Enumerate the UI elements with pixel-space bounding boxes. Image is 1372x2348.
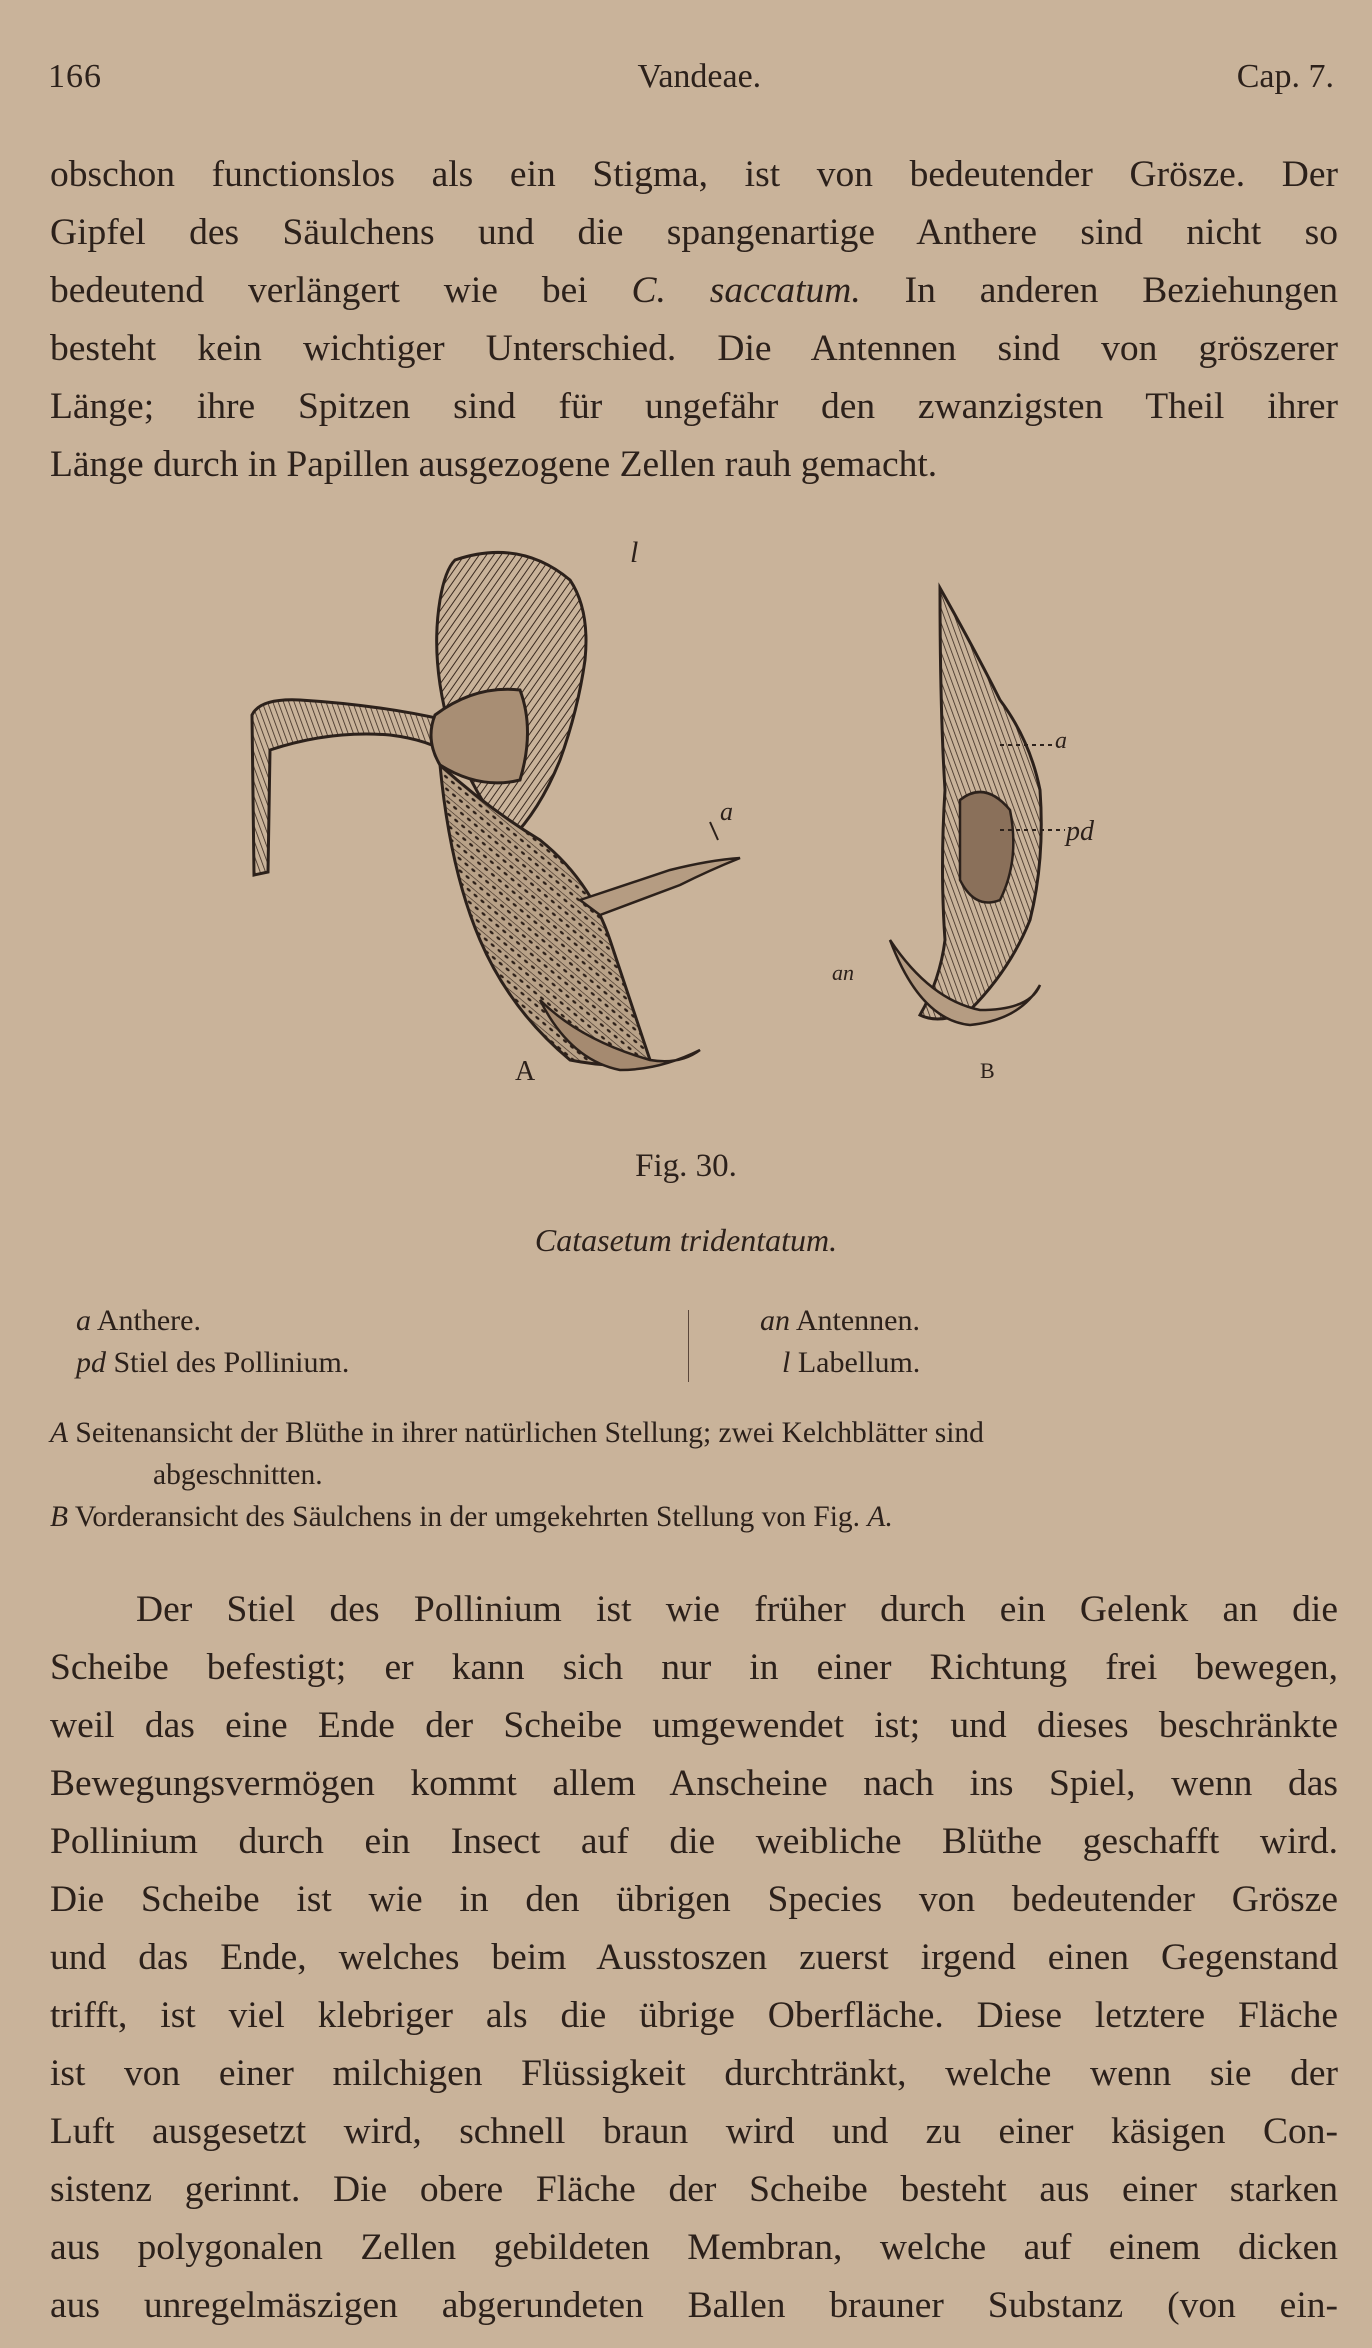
- label-a-left: a: [720, 797, 733, 826]
- legend-item: l Labellum.: [782, 1346, 921, 1379]
- label-drawing-a: A: [515, 1056, 536, 1087]
- label-an: an: [832, 960, 854, 985]
- running-title: Vandeae.: [637, 58, 762, 95]
- label-l: l: [630, 540, 639, 569]
- figure-number: Fig. 30.: [635, 1148, 737, 1184]
- note-a-continued: abgeschnitten.: [153, 1459, 323, 1491]
- flower-engraving: [240, 540, 1140, 1110]
- drawing-b: [890, 588, 1065, 1025]
- text-line: Der Stiel des Pollinium ist wie früher durch ein Gelenk an die: [136, 1589, 1338, 1630]
- page-number: 166: [48, 58, 102, 95]
- text-line: obschon functionslos als ein Stigma, ist von bedeutender Grösze. Der: [50, 154, 1338, 195]
- text-line: Länge; ihre Spitzen sind für ungefähr den zwanzigsten Theil ihrer: [50, 386, 1338, 427]
- label-pd: pd: [1066, 816, 1094, 847]
- drawing-a: [252, 552, 740, 1070]
- note-b: B Vorderansicht des Säulchens in der umgekehrten Stellung von Fig. A.: [50, 1501, 893, 1533]
- legend-item: a Anthere.: [76, 1304, 201, 1337]
- text-line: besteht kein wichtiger Unterschied. Die Antennen sind von gröszerer: [50, 328, 1338, 369]
- text-line: Bewegungsvermögen kommt allem Anscheine nach ins Spiel, wenn das: [50, 1763, 1338, 1804]
- text-line: trifft, ist viel klebriger als die übrige Oberfläche. Diese letztere Fläche: [50, 1995, 1338, 2036]
- page-header: [48, 58, 1334, 108]
- text-line: Luft ausgesetzt wird, schnell braun wird und zu einer käsigen Con-: [50, 2111, 1338, 2152]
- text-line: Die Scheibe ist wie in den übrigen Species von bedeutender Grösze: [50, 1879, 1338, 1920]
- legend-left: [76, 1300, 349, 1384]
- paragraph-top: [50, 146, 1338, 494]
- figure-30-illustration: [240, 540, 1140, 1110]
- text-line: aus unregelmäszigen abgerundeten Ballen brauner Substanz (von ein-: [50, 2285, 1338, 2326]
- text-line: weil das eine Ende der Scheibe umgewendet ist; und dieses beschränkte: [50, 1705, 1338, 1746]
- legend-divider: [688, 1310, 689, 1382]
- figure-species: Catasetum tridentatum.: [534, 1222, 838, 1258]
- paragraph-bottom: [50, 1581, 1338, 2335]
- legend-item: pd Stiel des Pollinium.: [76, 1346, 350, 1379]
- chapter-label: Cap. 7.: [1236, 58, 1334, 95]
- legend-right: [760, 1300, 920, 1384]
- label-drawing-b: B: [980, 1058, 995, 1083]
- text-line: ist von einer milchigen Flüssigkeit durchtränkt, welche wenn sie der: [50, 2053, 1338, 2094]
- figure-notes: [50, 1412, 1340, 1538]
- text-line: Gipfel des Säulchens und die spangenartige Anthere sind nicht so: [50, 212, 1338, 253]
- text-line: bedeutend verlängert wie bei C. saccatum. In anderen Beziehungen: [50, 270, 1338, 311]
- legend-item: an Antennen.: [760, 1304, 920, 1337]
- text-line: Scheibe befestigt; er kann sich nur in einer Richtung frei bewegen,: [50, 1647, 1338, 1688]
- label-a-right: a: [1055, 728, 1067, 754]
- text-line: aus polygonalen Zellen gebildeten Membran, welche auf einem dicken: [50, 2227, 1338, 2268]
- note-a: A Seitenansicht der Blüthe in ihrer natürlichen Stellung; zwei Kelchblätter sind: [50, 1417, 984, 1449]
- text-line: sistenz gerinnt. Die obere Fläche der Scheibe besteht aus einer starken: [50, 2169, 1338, 2210]
- text-line: Länge durch in Papillen ausgezogene Zellen rauh gemacht.: [50, 444, 938, 485]
- text-line: Pollinium durch ein Insect auf die weibliche Blüthe geschafft wird.: [50, 1821, 1338, 1862]
- species-reference: C. saccatum.: [631, 270, 861, 311]
- text-line: und das Ende, welches beim Ausstoszen zuerst irgend einen Gegenstand: [50, 1937, 1338, 1978]
